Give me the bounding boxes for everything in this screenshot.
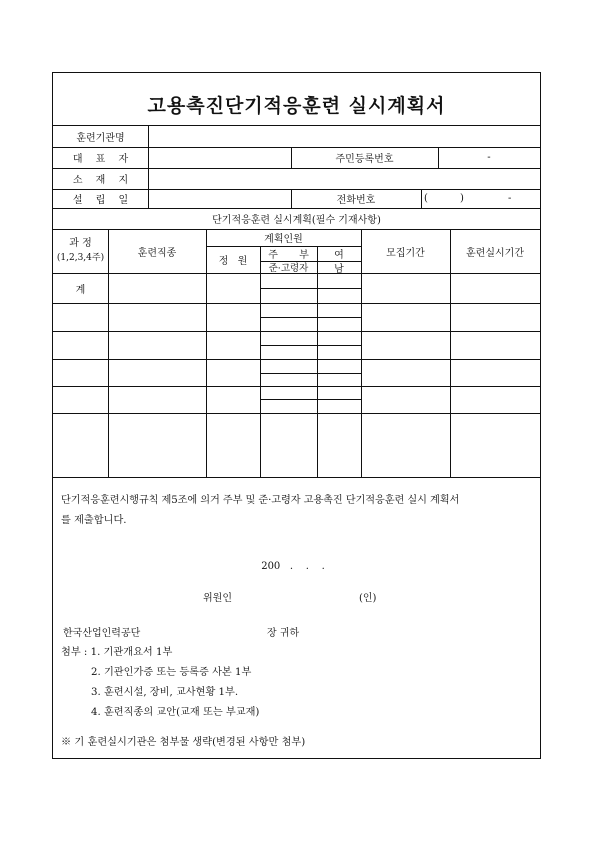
applicant-label: 위원인: [203, 592, 232, 604]
address-field[interactable]: [149, 169, 539, 189]
declaration-line-2: 를 제출합니다.: [61, 515, 127, 526]
divider: [260, 246, 261, 477]
attachment-item: 4. 훈련직종의 교안(교재 또는 부교재): [91, 707, 260, 718]
attachments-label: 첨부 : 1. 기관개요서 1부: [61, 647, 173, 658]
plan-section-title: 단기적응훈련 실시계획(필수 기재사항): [212, 215, 381, 226]
course-header: [53, 229, 108, 273]
attachment-item: 2. 기관인가증 또는 등록증 사본 1부: [91, 667, 252, 678]
job-type-header: 훈련직종: [137, 247, 177, 259]
divider: [260, 345, 361, 346]
planned-people-header: 계획인원: [264, 234, 303, 245]
semi-elderly-header: 준·고령자: [268, 263, 309, 274]
course-header-sub: (1,2,3,4주): [56, 253, 105, 263]
representative-label: 대 표 자: [72, 154, 129, 165]
divider: [260, 399, 361, 400]
resident-no-label: 주민등록번호: [335, 154, 394, 165]
course-header-label: 과 정: [69, 238, 92, 249]
divider: [53, 413, 540, 414]
document-title: 고용촉진단기적응훈련 실시계획서: [147, 95, 446, 117]
divider: [260, 288, 361, 289]
declaration-date: 200 . . .: [261, 560, 325, 572]
housewife-header: 주 부: [268, 250, 309, 261]
established-field[interactable]: [149, 190, 291, 208]
institution-label: 훈련기관명: [76, 132, 125, 144]
divider: [317, 246, 318, 477]
divider: [53, 303, 540, 304]
institution-field[interactable]: [149, 126, 539, 147]
training-period-header: 훈련실시기간: [466, 247, 524, 259]
applicant-seal[interactable]: (인): [359, 592, 377, 604]
established-label: 설 립 일: [72, 195, 129, 206]
form-frame: [52, 72, 541, 759]
resident-no-field[interactable]: -: [487, 152, 491, 163]
phone-field[interactable]: [422, 189, 540, 208]
divider: [53, 477, 540, 478]
female-header: 여: [334, 250, 344, 261]
divider: [260, 317, 361, 318]
address-label: 소 재 지: [72, 175, 129, 186]
declaration-text: [61, 491, 535, 531]
male-header: 남: [334, 263, 344, 275]
recipient-suffix: 장 귀하: [267, 627, 300, 639]
divider: [53, 331, 540, 332]
attachment-item: 3. 훈련시설, 장비, 교사현황 1부.: [91, 687, 239, 698]
representative-field[interactable]: [149, 148, 291, 168]
attachments-note: ※ 기 훈련실시기관은 첨부물 생략(변경된 사항만 첨부): [61, 737, 306, 748]
total-row-label: 계: [75, 284, 86, 296]
phone-paren-open: (: [424, 193, 428, 204]
phone-dash: -: [508, 193, 512, 204]
declaration-line-1: 단기적응훈련시행규칙 제5조에 의거 주부 및 준·고령자 고용촉진 단기적응훈련 실시 계획서: [61, 495, 460, 506]
phone-paren-close: ): [460, 193, 464, 204]
divider: [53, 359, 540, 360]
recipient-name: 한국산업인력공단: [63, 627, 141, 639]
capacity-header: 정 원: [218, 256, 248, 267]
divider: [260, 373, 361, 374]
recruit-period-header: 모집기간: [386, 247, 425, 259]
divider: [53, 386, 540, 387]
phone-label: 전화번호: [336, 195, 376, 206]
